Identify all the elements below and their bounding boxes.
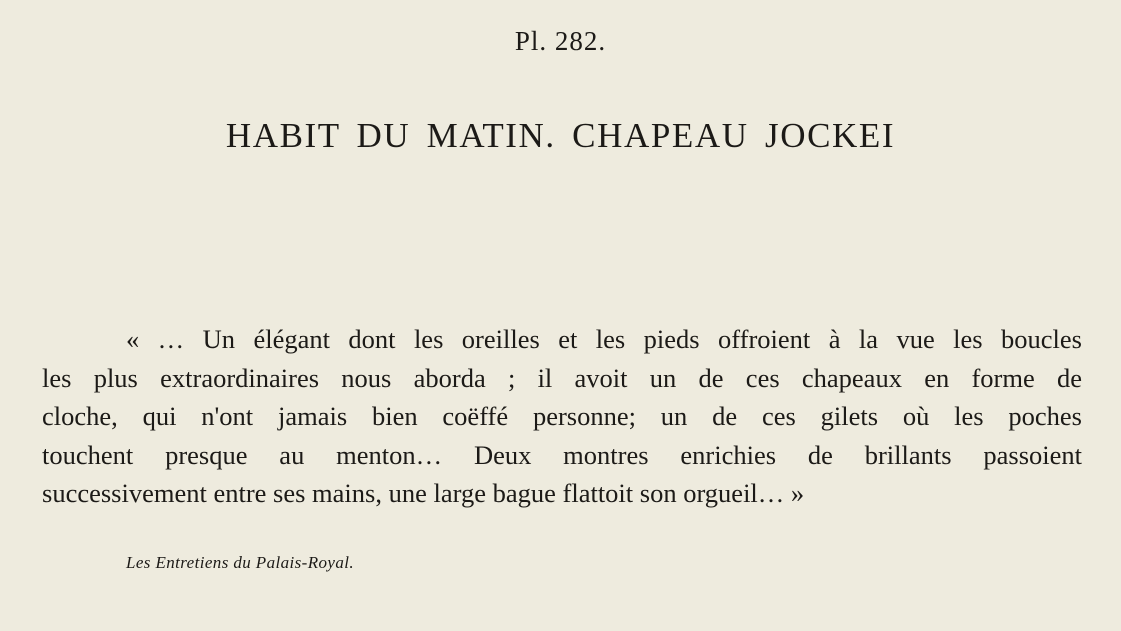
quote-line: touchent presque au menton… Deux montres enrichies de brillants passoient bbox=[42, 439, 1082, 470]
plate-number: Pl. 282. bbox=[514, 26, 607, 56]
quote-line: les plus extraordinaires nous aborda ; il avoit un de ces chapeaux en forme de bbox=[42, 362, 1082, 393]
source-citation: Les Entretiens du Palais-Royal. bbox=[126, 553, 355, 572]
quotation-block bbox=[42, 320, 1082, 513]
quote-line: successivement entre ses mains, une large bague flattoit son orgueil… » bbox=[42, 478, 805, 508]
quote-line: « … Un élégant dont les oreilles et les pieds offroient à la vue les boucles bbox=[126, 324, 1082, 354]
quote-line: cloche, qui n'ont jamais bien coëffé personne; un de ces gilets où les poches bbox=[42, 401, 1082, 431]
page-title: HABIT DU MATIN. CHAPEAU JOCKEI bbox=[225, 116, 896, 155]
